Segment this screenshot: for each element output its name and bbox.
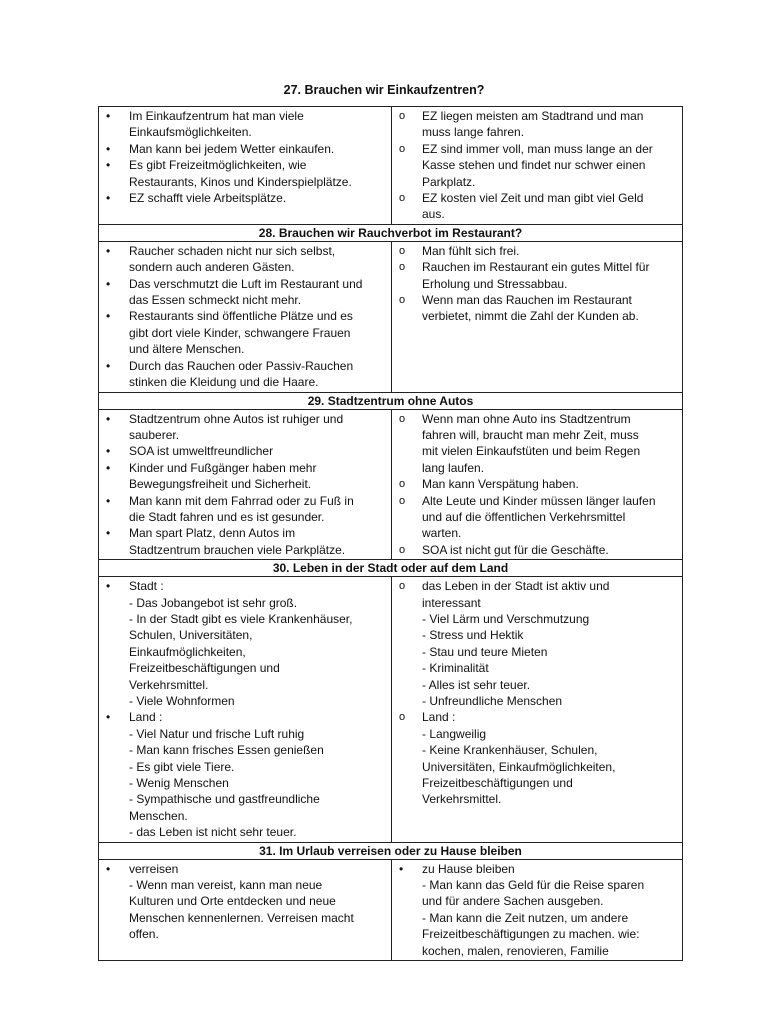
list-item: • EZ schafft viele Arbeitsplätze. [101,190,387,206]
list-item: o Rauchen im Restaurant ein gutes Mittel für Erholung und Stressabbau. [394,259,678,292]
pros-cell-31 [99,859,392,960]
cons-cell-29 [392,409,683,560]
table-row-27 [99,107,683,225]
list-item: o SOA ist nicht gut für die Geschäfte. [394,542,678,558]
cons-cell-28 [392,241,683,392]
list-item: • Man spart Platz, denn Autos im Stadtzentrum brauchen viele Parkplätze. [101,525,387,558]
pros-cell-27 [99,107,392,225]
list-item: • SOA ist umweltfreundlicher [101,443,387,459]
list-item: • Land : - Viel Natur und frische Luft ruhig - Man kann frisches Essen genießen - Es gibt viele Tiere. - Wenig Menschen - Sympathische und gastfreundliche Menschen. - das Leben ist nicht sehr teuer. [101,709,387,840]
list-item: • Man kann bei jedem Wetter einkaufen. [101,141,387,157]
list-item: o Land : - Langweilig - Keine Krankenhäuser, Schulen, Universitäten, Einkaufmöglichkeiten, Freizeitbeschäftigungen und Verkehrsmittel. [394,709,678,807]
list-item: • Restaurants sind öffentliche Plätze und es gibt dort viele Kinder, schwangere Frauen und ältere Menschen. [101,308,387,357]
section-heading: 29. Stadtzentrum ohne Autos [99,392,683,409]
list-item: • Stadt : - Das Jobangebot ist sehr groß. - In der Stadt gibt es viele Krankenhäuser, Schulen, Universitäten, Einkaufmöglichkeiten, Freizeitbeschäftigungen und Verkehrsmittel. - Viele Wohnformen [101,578,387,709]
list-item: • zu Hause bleiben - Man kann das Geld für die Reise sparen und für andere Sachen ausgeben. - Man kann die Zeit nutzen, um andere Freizeitbeschäftigungen zu machen. wie: kochen, malen, renovieren, Familie [394,861,678,959]
list-item: • Im Einkaufzentrum hat man viele Einkaufsmöglichkeiten. [101,108,387,141]
list-item: • Stadtzentrum ohne Autos ist ruhiger und sauberer. [101,411,387,444]
section-heading: 30. Leben in der Stadt oder auf dem Land [99,560,683,577]
section-heading-29 [99,392,683,409]
list-item: • Raucher schaden nicht nur sich selbst, sondern auch anderen Gästen. [101,243,387,276]
list-item: • Kinder und Fußgänger haben mehr Bewegungsfreiheit und Sicherheit. [101,460,387,493]
pros-cell-29 [99,409,392,560]
pros-cell-30 [99,577,392,843]
table-row-29 [99,409,683,560]
cons-cell-30 [392,577,683,843]
list-item: • verreisen - Wenn man vereist, kann man neue Kulturen und Orte entdecken und neue Menschen kennenlernen. Verreisen macht offen. [101,861,387,943]
section-heading: 31. Im Urlaub verreisen oder zu Hause bleiben [99,842,683,859]
cons-cell-31 [392,859,683,960]
list-item: o Alte Leute und Kinder müssen länger laufen und auf die öffentlichen Verkehrsmittel warten. [394,493,678,542]
list-item: o Wenn man das Rauchen im Restaurant verbietet, nimmt die Zahl der Kunden ab. [394,292,678,325]
cons-cell-27 [392,107,683,225]
list-item: o Wenn man ohne Auto ins Stadtzentrum fahren will, braucht man mehr Zeit, muss mit vielen Einkaufstüten und beim Regen lang laufen. [394,411,678,477]
section-heading: 28. Brauchen wir Rauchverbot im Restaurant? [99,224,683,241]
pros-cell-28 [99,241,392,392]
list-item: o EZ kosten viel Zeit und man gibt viel Geld aus. [394,190,678,223]
list-item: • Das verschmutzt die Luft im Restaurant und das Essen schmeckt nicht mehr. [101,276,387,309]
list-item: o Man kann Verspätung haben. [394,476,678,492]
section-heading-31 [99,842,683,859]
section-heading-28 [99,224,683,241]
list-item: • Es gibt Freizeitmöglichkeiten, wie Restaurants, Kinos und Kinderspielplätze. [101,157,387,190]
table-row-28 [99,241,683,392]
table-row-31 [99,859,683,960]
list-item: o EZ liegen meisten am Stadtrand und man muss lange fahren. [394,108,678,141]
page-title: 27. Brauchen wir Einkaufzentren? [283,83,485,97]
list-item: • Man kann mit dem Fahrrad oder zu Fuß in die Stadt fahren und es ist gesunder. [101,493,387,526]
section-heading-30 [99,560,683,577]
list-item: o Man fühlt sich frei. [394,243,678,259]
pros-cons-table [98,106,683,961]
table-row-30 [99,577,683,843]
list-item: • Durch das Rauchen oder Passiv-Rauchen stinken die Kleidung und die Haare. [101,358,387,391]
list-item: o EZ sind immer voll, man muss lange an der Kasse stehen und findet nur schwer einen Parkplatz. [394,141,678,190]
list-item: o das Leben in der Stadt ist aktiv und interessant - Viel Lärm und Verschmutzung - Stress und Hektik - Stau und teure Mieten - Kriminalität - Alles ist sehr teuer. - Unfreundliche Menschen [394,578,678,709]
